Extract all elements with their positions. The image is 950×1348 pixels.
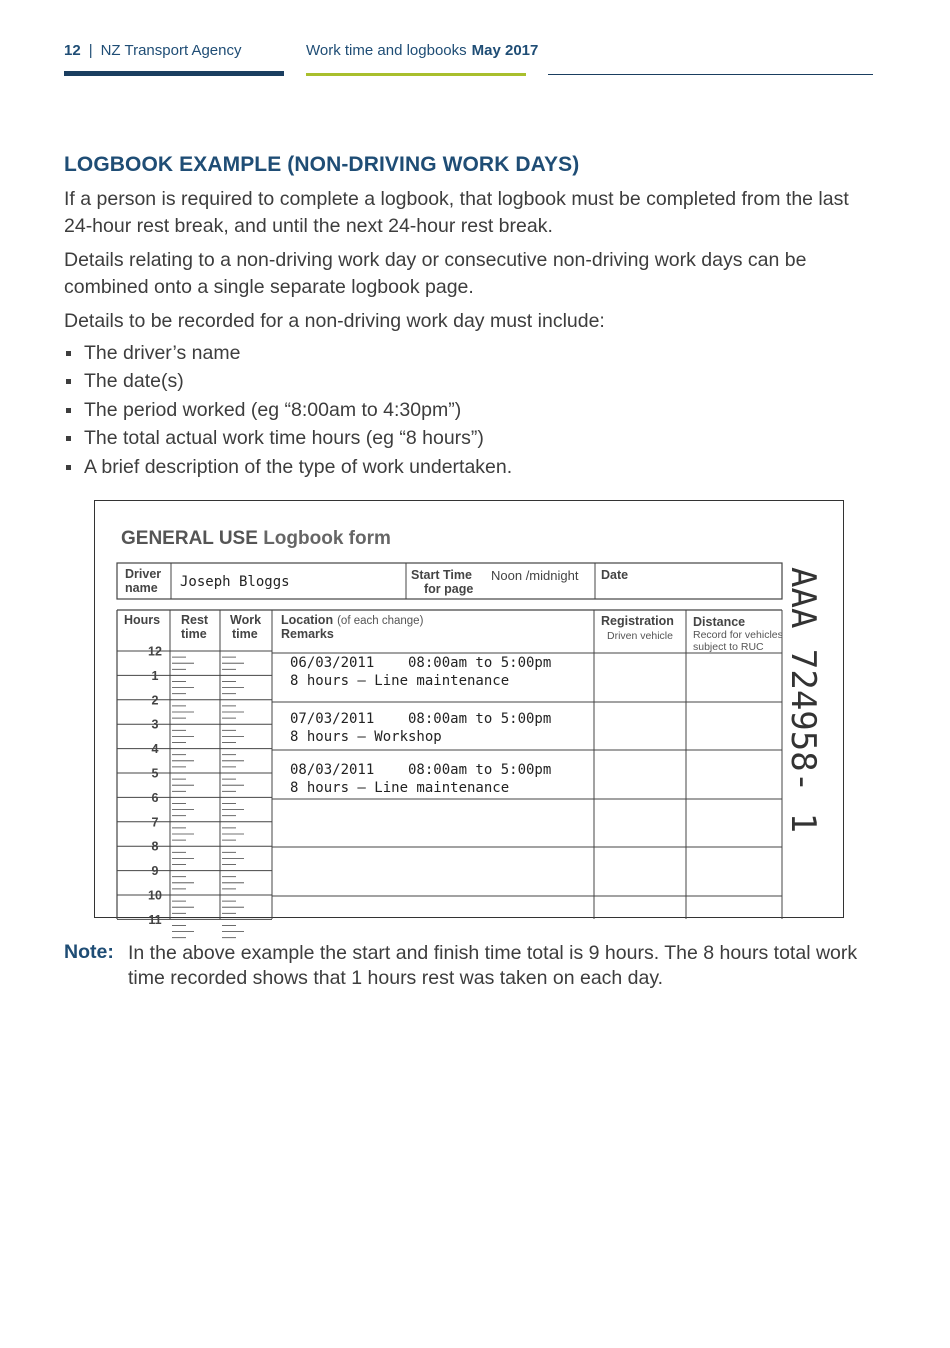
- document-title: Work time and logbooks: [306, 42, 467, 59]
- driver-label: Driver: [125, 567, 162, 581]
- requirements-list: [64, 339, 864, 481]
- list-item: The driver’s name: [64, 339, 864, 367]
- hour-label: 9: [151, 864, 159, 879]
- registration-header: Registration: [601, 614, 674, 628]
- hour-label: 4: [151, 742, 159, 757]
- entry-1-line-1: 06/03/2011 08:00am to 5:00pm: [290, 655, 552, 671]
- list-item: The date(s): [64, 367, 864, 395]
- hour-label: 7: [151, 815, 159, 830]
- distance-header: Distance: [693, 615, 746, 629]
- distance-subheader: subject to RUC: [693, 641, 764, 653]
- section-title: LOGBOOK EXAMPLE (NON-DRIVING WORK DAYS): [64, 153, 580, 176]
- page-header-left: [64, 42, 242, 59]
- hour-label: 5: [151, 766, 159, 781]
- work-time-header: time: [232, 627, 258, 641]
- hour-label: 8: [151, 839, 159, 854]
- location-header-note: (of each change): [337, 615, 424, 627]
- list-item: A brief description of the type of work undertaken.: [64, 453, 864, 481]
- entry-2-line-1: 07/03/2011 08:00am to 5:00pm: [290, 711, 552, 727]
- distance-subheader: Record for vehicles: [693, 629, 783, 641]
- hour-label: 1: [151, 668, 159, 683]
- paragraph-2: Details relating to a non-driving work day or consecutive non-driving work days can be combined onto a single separate logbook page.: [64, 249, 807, 298]
- entry-2-line-2: 8 hours – Workshop: [290, 729, 442, 745]
- header-separator: |: [88, 42, 93, 59]
- hour-label: 12: [148, 644, 162, 659]
- driver-name-value: Joseph Bloggs: [180, 574, 290, 590]
- note-label: Note:: [64, 941, 114, 963]
- header-rule-navy: [64, 71, 284, 76]
- paragraph-1: If a person is required to complete a logbook, that logbook must be completed from the last 24-hour rest break, and until the next 24-hour rest break.: [64, 188, 849, 237]
- entry-1-line-2: 8 hours – Line maintenance: [290, 673, 510, 689]
- list-item: The total actual work time hours (eg “8 hours”): [64, 424, 864, 452]
- paragraph-3: Details to be recorded for a non-driving work day must include:: [64, 310, 605, 332]
- page-number: 12: [64, 42, 81, 59]
- document-date: May 2017: [471, 42, 539, 59]
- agency-name: NZ Transport Agency: [100, 42, 242, 59]
- list-item: The period worked (eg “8:00am to 4:30pm”): [64, 396, 864, 424]
- note-text: In the above example the start and finish time total is 9 hours. The 8 hours total work time recorded shows that 1 hours rest was taken on each day.: [128, 942, 858, 989]
- location-header-bold: Location: [281, 613, 334, 627]
- hour-grid: [117, 645, 272, 938]
- hour-label: 10: [148, 888, 162, 903]
- rest-time-header: Rest: [181, 613, 209, 627]
- hour-label: 11: [148, 912, 162, 927]
- entry-3-line-2: 8 hours – Line maintenance: [290, 780, 510, 796]
- header-rule-thin: [548, 74, 873, 75]
- location-header: [281, 613, 424, 627]
- driver-label: name: [125, 581, 158, 595]
- entry-3-line-1: 08/03/2011 08:00am to 5:00pm: [290, 762, 552, 778]
- start-time-label: Start Time: [411, 568, 472, 582]
- logbook-title-bold: GENERAL USE: [121, 528, 258, 549]
- hour-label: 2: [151, 693, 159, 708]
- page-header-doc: [306, 42, 538, 59]
- logbook-title-rest: Logbook form: [263, 528, 391, 549]
- header-rule-green: [306, 73, 526, 76]
- start-time-value: Noon /midnight: [491, 568, 579, 583]
- date-label: Date: [601, 568, 629, 582]
- remarks-header: Remarks: [281, 627, 334, 641]
- hours-header: Hours: [124, 613, 161, 627]
- logbook-grid: [95, 501, 845, 927]
- registration-subheader: Driven vehicle: [607, 630, 673, 642]
- logbook-example-figure: [94, 500, 844, 927]
- hour-label: 6: [151, 790, 159, 805]
- hour-label: 3: [151, 717, 159, 732]
- serial-number: AAA 724958- 1: [783, 567, 823, 834]
- start-time-label: for page: [424, 582, 474, 596]
- rest-time-header: time: [181, 627, 207, 641]
- work-time-header: Work: [230, 613, 262, 627]
